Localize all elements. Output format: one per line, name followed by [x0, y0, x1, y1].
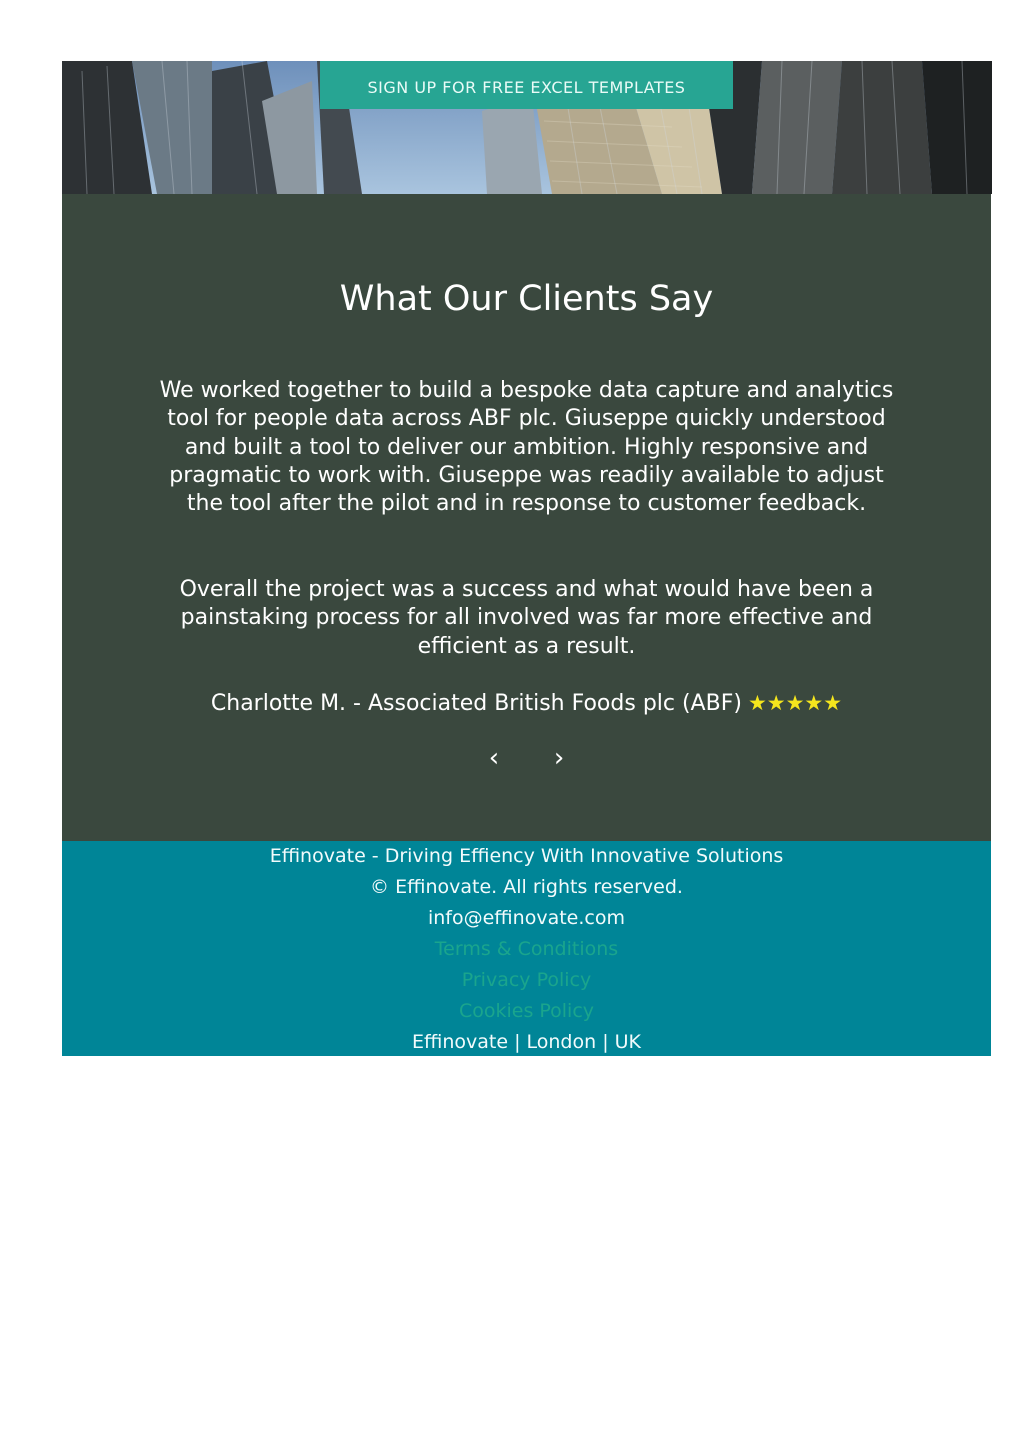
- terms-link[interactable]: Terms & Conditions: [434, 938, 619, 960]
- carousel-navigation: [62, 742, 991, 774]
- footer-copyright: © Effinovate. All rights reserved.: [370, 876, 683, 898]
- star-rating-icon: ★★★★★: [747, 691, 843, 715]
- testimonial-author: Charlotte M. - Associated British Foods plc (ABF): [210, 691, 742, 716]
- testimonial-paragraph-2: Overall the project was a success and what would have been a painstaking process for all involved was far more effective and efficient as a result.: [179, 577, 874, 659]
- chevron-right-icon[interactable]: ›: [553, 743, 565, 773]
- section-title: What Our Clients Say: [339, 279, 714, 319]
- footer-email: info@effinovate.com: [427, 907, 625, 929]
- testimonials-section: [62, 194, 991, 841]
- testimonial-author-line: [62, 688, 991, 719]
- signup-button[interactable]: SIGN UP FOR FREE EXCEL TEMPLATES: [320, 61, 733, 109]
- cookies-policy-link[interactable]: Cookies Policy: [458, 1000, 595, 1022]
- site-footer: [62, 841, 991, 1056]
- footer-location: Effinovate | London | UK: [411, 1031, 642, 1053]
- testimonial-paragraph-1: We worked together to build a bespoke data capture and analytics tool for people data across ABF plc. Giuseppe quickly understood and built a tool to deliver our ambition. Highly responsive and pragmatic to work with. Giuseppe was readily available to adjust the tool after the pilot and in response to customer feedback.: [159, 378, 894, 517]
- chevron-left-icon[interactable]: ‹: [488, 743, 500, 773]
- privacy-policy-link[interactable]: Privacy Policy: [461, 969, 592, 991]
- footer-tagline: Effinovate - Driving Effiency With Innovative Solutions: [269, 845, 784, 867]
